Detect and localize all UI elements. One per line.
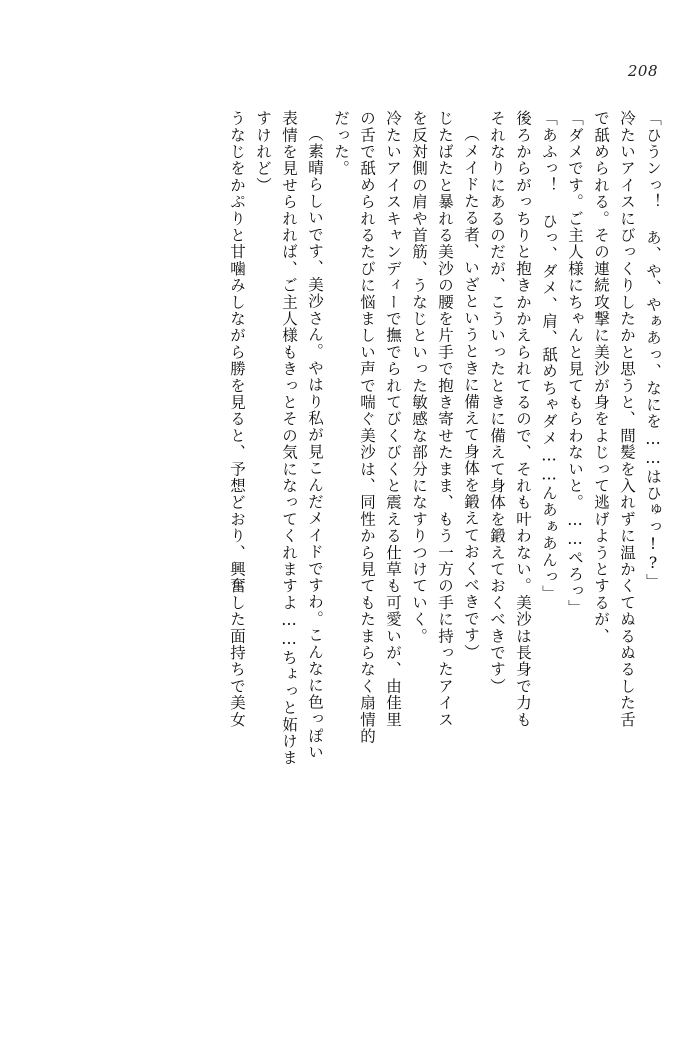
text-line: 「あふっ！ ひっ、ダメ、肩、舐めちゃダメ……んあぁあんっ」 <box>540 110 558 602</box>
text-line: だった。 <box>332 110 350 177</box>
text-line: 表情を見せられれば、ご主人様もきっとその気になってくれますよ……ちょっと妬けま <box>280 110 298 767</box>
text-line: （メイドたる者、いざというときに備えて身体を鍛えておくべきです） <box>462 126 480 661</box>
text-line: それなりにあるのだが、こういったときに備えて身体を鍛えておくべきです） <box>488 110 506 695</box>
text-line: （素晴らしいです、美沙さん。やはり私が見こんだメイドですわ。こんなに色っぽい <box>306 126 324 761</box>
text-line: すけれど） <box>254 110 272 194</box>
text-line: 冷たいアイスキャンディーで撫でられてびくびくと震える仕草も可愛いが、由佳里 <box>384 110 402 728</box>
text-line: 冷たいアイスにびっくりしたかと思うと、間髪を入れずに温かくてぬるぬるした舌 <box>618 110 636 728</box>
page-body-text <box>40 110 660 990</box>
page-number: 208 <box>627 62 658 80</box>
text-line: 後ろからがっちりと抱きかかえられてるので、それも叶わない。美沙は長身で力も <box>514 110 532 728</box>
text-line: じたばたと暴れる美沙の腰を片手で抱き寄せたまま、もう一方の手に持ったアイス <box>436 110 454 728</box>
text-line: の舌で舐められるたびに悩ましい声で喘ぐ美沙は、同性から見てもたまらなく扇情的 <box>358 110 376 745</box>
text-line: 「ダメです。ご主人様にちゃんと見てもらわないと。……ぺろっ」 <box>566 110 584 616</box>
text-line: 「ひうンっ！ あ、や、やぁあっ、なにを……はひゅっ!?」 <box>644 110 662 591</box>
text-line: で舐められる。その連続攻撃に美沙が身をよじって逃げようとするが、 <box>592 110 610 645</box>
text-line: うなじをかぷりと甘噛みしながら勝を見ると、予想どおり、興奮した面持ちで美女 <box>228 110 246 728</box>
text-line: を反対側の肩や首筋、うなじといった敏感な部分になすりつけていく。 <box>410 110 428 645</box>
